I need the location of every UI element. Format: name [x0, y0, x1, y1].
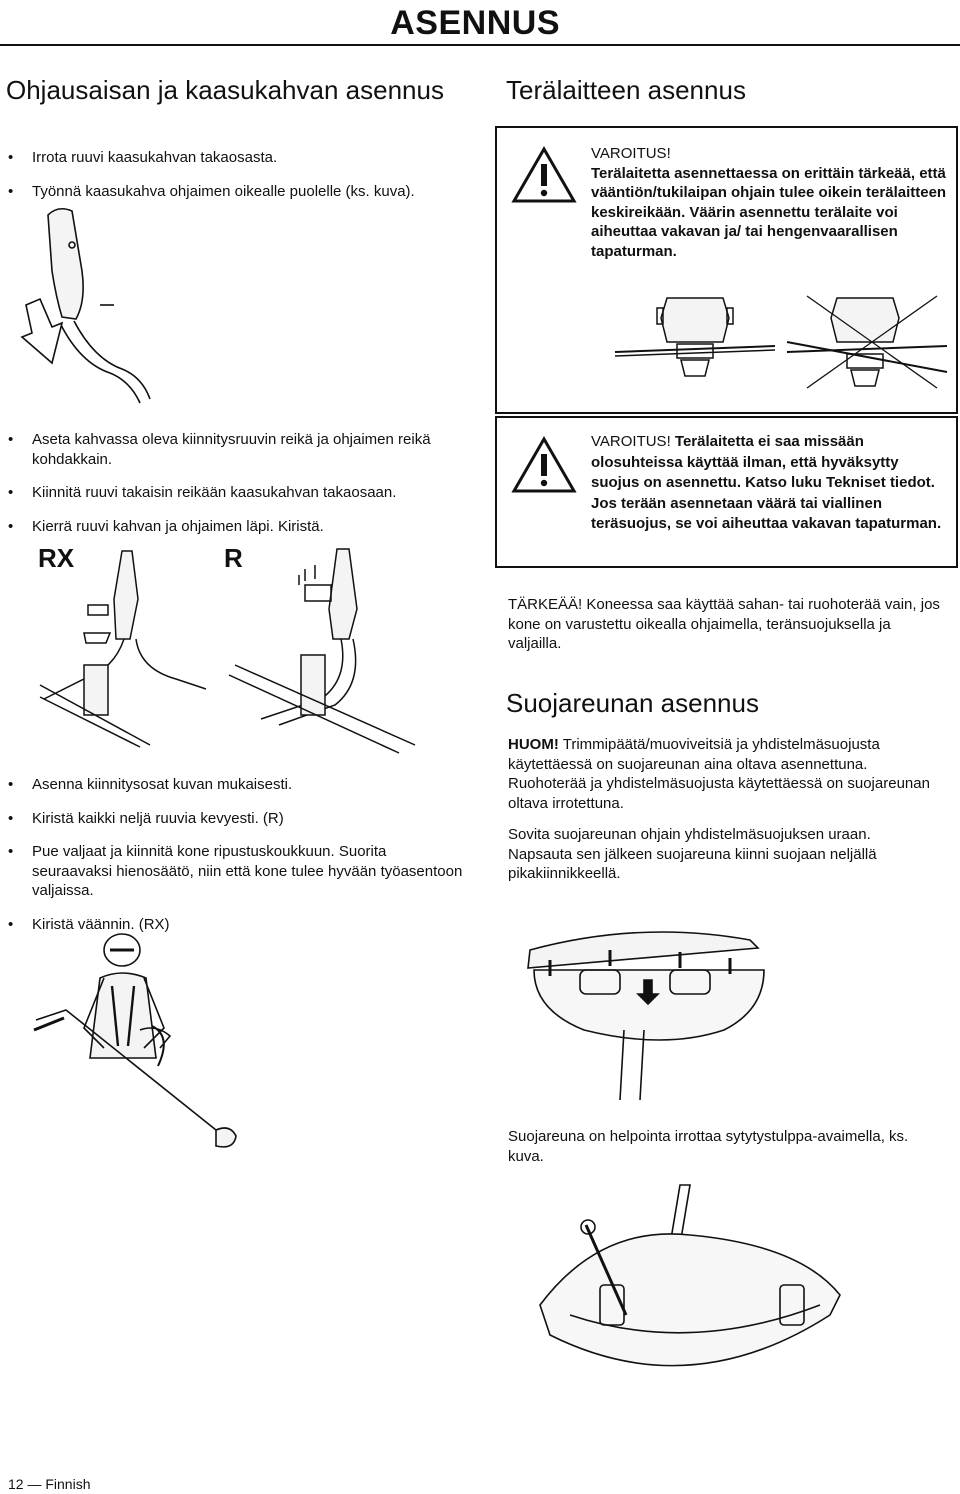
warning-box-blade [495, 126, 958, 414]
operator-with-trimmer-illustration [30, 930, 270, 1180]
bullet-list-align-screw [6, 430, 466, 550]
page-footer [8, 1476, 91, 1492]
important-note [508, 595, 948, 654]
list-item: • Kiristä väännin. (RX) [6, 915, 466, 935]
guard-removal-note: Suojareuna on helpointa irrottaa sytytystulppa-avaimella, ks. kuva. [508, 1128, 909, 1165]
guard-note [508, 735, 948, 813]
list-item: • Työnnä kaasukahva ohjaimen oikealle puolelle (ks. kuva). [6, 182, 466, 202]
warning-triangle-icon [511, 436, 577, 494]
footer-language: Finnish [45, 1476, 91, 1492]
section-title-guard: Suojareunan asennus [506, 688, 759, 718]
header-divider [0, 44, 960, 46]
warning-text: Terälaitetta asennettaessa on erittäin tärkeää, että vääntiön/tukilaipan ohjain tulee oikein terälaitteen keskireikään. Väärin asennettu terälaite voi aiheuttaa vakavan ja/ tai hengenvaarallisen tapaturman. [591, 164, 947, 260]
rx-mounting-illustration [40, 545, 210, 745]
label-r: R [224, 543, 243, 573]
throttle-handle-illustration [20, 205, 150, 415]
page-number: 12 [8, 1476, 24, 1492]
list-item: • Kiristä kaikki neljä ruuvia kevyesti. (R) [6, 809, 466, 829]
important-label: TÄRKEÄÄ! [508, 596, 583, 613]
note-label: HUOM! [508, 736, 559, 753]
warning-text: Terälaitetta ei saa missään olosuhteissa käyttää ilman, että hyväksytty suojus on asennettu. Katso luku Tekniset tiedot. Jos terään asennetaan väärä tai viallinen teräsuojus, se voi aiheuttaa vakavan tapaturman. [591, 433, 942, 532]
warning-heading: VAROITUS! [591, 145, 671, 162]
list-item: • Irrota ruuvi kaasukahvan takaosasta. [6, 148, 466, 168]
section-title-handle: Ohjausaisan ja kaasukahvan asennus [6, 75, 444, 105]
guard-removal-illustration [530, 1185, 850, 1375]
blade-mounting-correct-incorrect-illustration [611, 292, 951, 392]
list-item: • Asenna kiinnitysosat kuvan mukaisesti. [6, 775, 466, 795]
section-title-blade: Terälaitteen asennus [506, 75, 746, 105]
warning-heading: VAROITUS! [591, 433, 671, 450]
page-header-title: ASENNUS [390, 4, 560, 42]
guard-attach-illustration [520, 930, 780, 1100]
list-item: • Kiinnitä ruuvi takaisin reikään kaasukahvan takaosaan. [6, 483, 466, 503]
r-mounting-illustration [225, 545, 425, 755]
warning-box-guard [495, 416, 958, 568]
note-text: Trimmipäätä/muoviveitsiä ja yhdistelmäsuojusta käytettäessä on suojareunan aina oltava asennettuna. Ruohoterää ja yhdistelmäsuojusta käytettäessä on suojareunan oltava irrotettuna. [508, 736, 930, 812]
list-item: • Aseta kahvassa oleva kiinnitysruuvin reikä ja ohjaimen reikä kohdakkain. [6, 430, 466, 469]
important-text: Koneessa saa käyttää sahan- tai ruohoterää vain, jos kone on varustettu oikealla ohjaimella, teränsuojuksella ja valjailla. [508, 596, 940, 652]
bullet-list-fittings [6, 775, 466, 948]
list-item: • Pue valjaat ja kiinnitä kone ripustuskoukkuun. Suorita seuraavaksi hienosäätö, niin että kone tulee hyvään työasentoon valjaissa. [6, 842, 466, 901]
label-rx: RX [38, 543, 75, 573]
footer-dash: — [27, 1476, 42, 1492]
warning-triangle-icon [511, 146, 577, 204]
list-item: • Kierrä ruuvi kahvan ja ohjaimen läpi. Kiristä. [6, 517, 466, 537]
guard-fit-instructions: Sovita suojareunan ohjain yhdistelmäsuojuksen uraan. Napsauta sen jälkeen suojareuna kiinni suojaan neljällä pikakiinnikkeellä. [508, 826, 877, 882]
